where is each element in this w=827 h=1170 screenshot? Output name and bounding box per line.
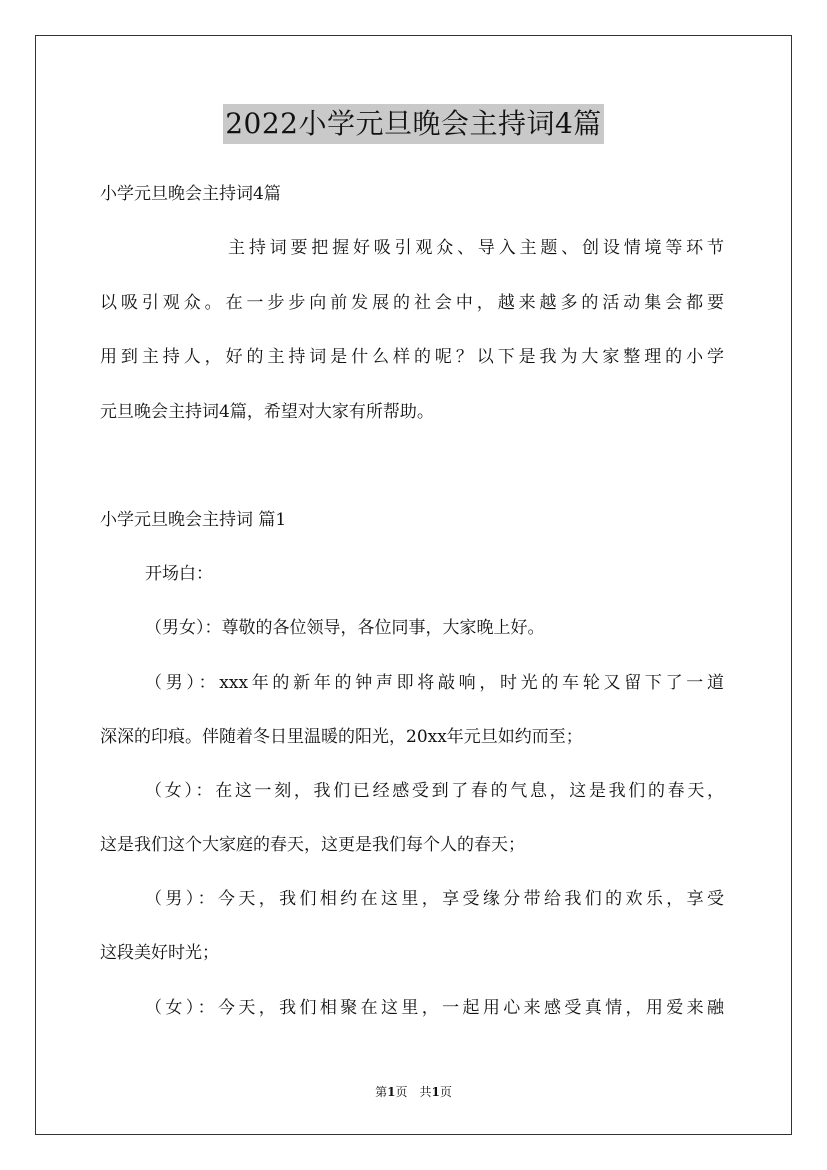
- footer-page-number: 1: [387, 1085, 396, 1099]
- intro-line-2: 以吸引观众。在一步步向前发展的社会中，越来越多的活动集会都要: [100, 293, 724, 313]
- body-line-3: 深深的印痕。伴随着冬日里温暖的阳光，20xx年元旦如约而至；: [100, 727, 583, 747]
- footer-page-total: 1: [431, 1085, 440, 1099]
- opening-label: 开场白：: [145, 564, 213, 584]
- title-container: [0, 104, 827, 144]
- intro-line-1: 主持词要把握好吸引观众、导入主题、创设情境等环节: [228, 238, 724, 258]
- footer-page-prefix: 第: [375, 1085, 388, 1099]
- page-footer: [0, 1083, 827, 1101]
- document-title: 2022小学元旦晚会主持词4篇: [223, 104, 604, 144]
- body-line-1: （男女）：尊敬的各位领导，各位同事，大家晚上好。: [145, 618, 545, 638]
- intro-line-4: 元旦晚会主持词4篇，希望对大家有所帮助。: [100, 402, 434, 422]
- footer-page-mid: 页 共: [395, 1085, 432, 1099]
- body-line-8: （女）：今天，我们相聚在这里，一起用心来感受真情，用爱来融: [145, 998, 724, 1018]
- document-subtitle: 小学元旦晚会主持词4篇: [100, 184, 281, 204]
- intro-line-3: 用到主持人，好的主持词是什么样的呢？以下是我为大家整理的小学: [100, 347, 724, 367]
- body-line-4: （女）：在这一刻，我们已经感受到了春的气息，这是我们的春天，: [145, 781, 724, 801]
- section-heading: 小学元旦晚会主持词 篇1: [100, 510, 287, 530]
- body-line-7: 这段美好时光；: [100, 943, 219, 963]
- body-line-2: （男）：xxx年的新年的钟声即将敲响，时光的车轮又留下了一道: [145, 673, 724, 693]
- body-line-5: 这是我们这个大家庭的春天，这更是我们每个人的春天；: [100, 835, 525, 855]
- footer-page-suffix: 页: [439, 1085, 452, 1099]
- body-line-6: （男）：今天，我们相约在这里，享受缘分带给我们的欢乐，享受: [145, 889, 724, 909]
